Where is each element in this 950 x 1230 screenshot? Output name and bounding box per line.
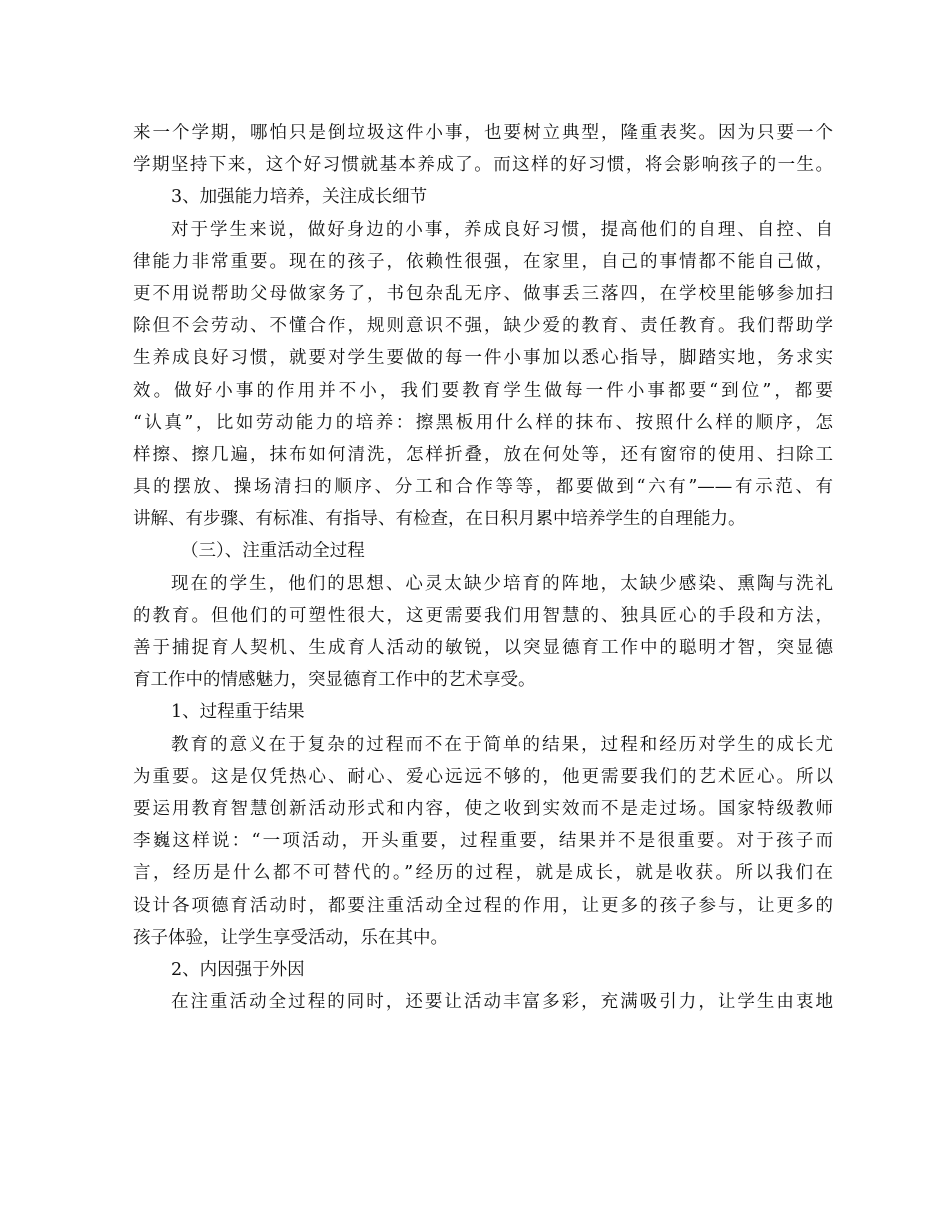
- text-line: 样擦、擦几遍，抹布如何清洗，怎样折叠，放在何处等，还有窗帘的使用、扫除工: [133, 444, 833, 465]
- text-line: 来一个学期，哪怕只是倒垃圾这件小事，也要树立典型，隆重表奖。因为只要一个: [133, 123, 833, 143]
- text-line: 对于学生来说，做好身边的小事，养成良好习惯，提高他们的自理、自控、自: [171, 219, 833, 240]
- section-heading: 1、过程重于结果: [171, 702, 305, 723]
- text-line: 生养成良好习惯，就要对学生要做的每一件小事加以悉心指导，脚踏实地，务求实: [133, 348, 833, 369]
- text-line: “认真”，比如劳动能力的培养：擦黑板用什么样的抹布、按照什么样的顺序，怎: [133, 412, 833, 433]
- text-line: 为重要。这是仅凭热心、耐心、爱心远远不够的，他更需要我们的艺术匠心。所以: [133, 766, 833, 787]
- text-line: 言，经历是什么都不可替代的。”经历的过程，就是成长，就是收获。所以我们在: [133, 863, 833, 884]
- text-line: 效。做好小事的作用并不小，我们要教育学生做每一件小事都要“到位”，都要: [133, 380, 833, 401]
- section-heading: （三）、注重活动全过程: [181, 541, 365, 562]
- text-line: 的教育。但他们的可塑性很大，这更需要我们用智慧的、独具匠心的手段和方法，: [133, 605, 833, 626]
- text-line: 更不用说帮助父母做家务了，书包杂乱无序、做事丢三落四，在学校里能够参加扫: [133, 283, 833, 304]
- section-heading: 3、加强能力培养，关注成长细节: [171, 187, 428, 208]
- text-line: 律能力非常重要。现在的孩子，依赖性很强，在家里，自己的事情都不能自己做，: [133, 251, 833, 272]
- text-line: 教育的意义在于复杂的过程而不在于简单的结果，过程和经历对学生的成长尤: [171, 734, 833, 755]
- text-line: 具的摆放、操场清扫的顺序、分工和合作等等，都要做到“六有”——有示范、有: [133, 477, 833, 498]
- text-line: 设计各项德育活动时，都要注重活动全过程的作用，让更多的孩子参与，让更多的: [133, 895, 833, 916]
- section-heading: 2、内因强于外因: [171, 959, 305, 980]
- text-line: 学期坚持下来，这个好习惯就基本养成了。而这样的好习惯，将会影响孩子的一生。: [133, 155, 833, 176]
- text-line: 讲解、有步骤、有标准、有指导、有检查，在日积月累中培养学生的自理能力。: [133, 509, 746, 530]
- text-line: 现在的学生，他们的思想、心灵太缺少培育的阵地，太缺少感染、熏陶与洗礼: [171, 573, 833, 594]
- text-line: 李巍这样说：“一项活动，开头重要，过程重要，结果并不是很重要。对于孩子而: [133, 831, 833, 852]
- text-line: 孩子体验，让学生享受活动，乐在其中。: [133, 927, 448, 948]
- text-line: 育工作中的情感魅力，突显德育工作中的艺术享受。: [133, 670, 536, 691]
- document-body: [133, 117, 833, 1018]
- text-line: 除但不会劳动、不懂合作，规则意识不强，缺少爱的教育、责任教育。我们帮助学: [133, 316, 833, 337]
- text-line: 要运用教育智慧创新活动形式和内容，使之收到实效而不是走过场。国家特级教师: [133, 798, 833, 819]
- text-line: 在注重活动全过程的同时，还要让活动丰富多彩，充满吸引力，让学生由衷地: [171, 992, 833, 1013]
- text-line: 善于捕捉育人契机、生成育人活动的敏锐，以突显德育工作中的聪明才智，突显德: [133, 638, 833, 658]
